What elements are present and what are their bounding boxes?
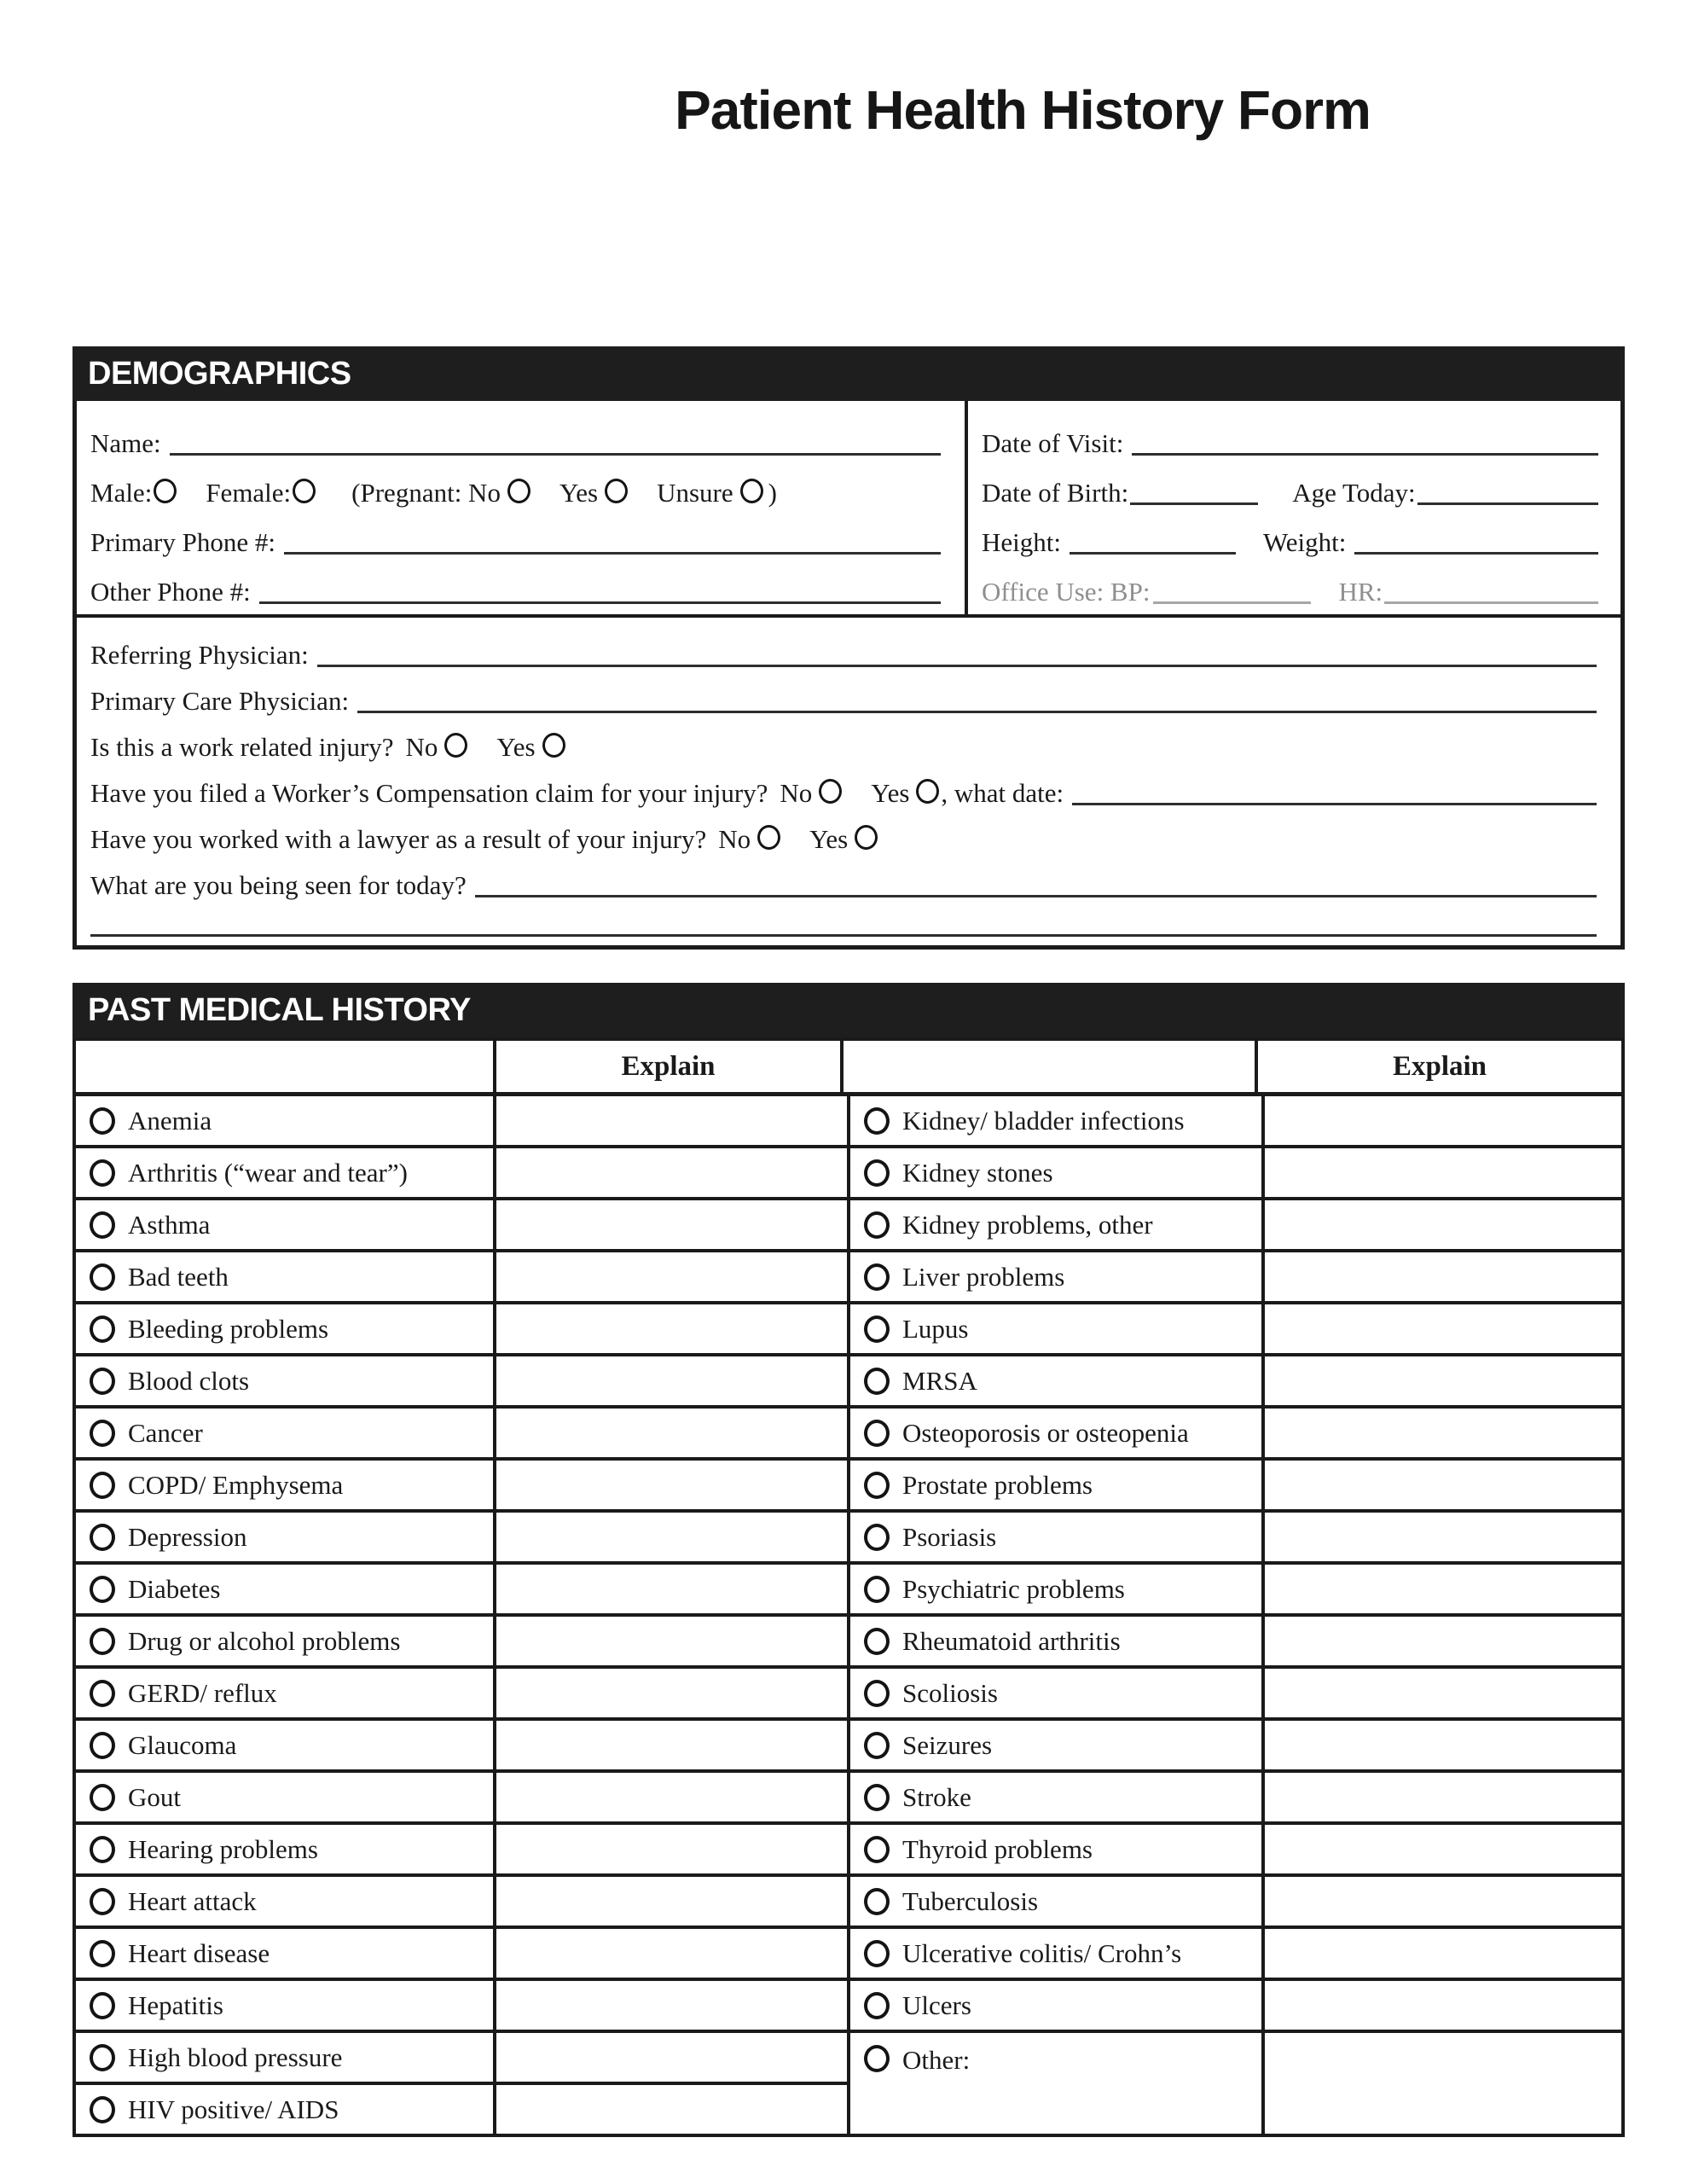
seen-today-continuation-row xyxy=(90,901,1600,940)
condition-label: Prostate problems xyxy=(902,1469,1093,1500)
pregnant-yes-radio[interactable] xyxy=(605,479,628,503)
condition-label: Stroke xyxy=(902,1781,971,1812)
condition-radio[interactable] xyxy=(90,1368,115,1395)
condition-label: High blood pressure xyxy=(128,2042,343,2072)
pregnant-close-paren: ) xyxy=(768,477,777,508)
pregnant-yes-label: Yes xyxy=(559,477,599,508)
condition-cell xyxy=(76,1356,496,1405)
past-medical-history-table xyxy=(72,1037,1625,2137)
office-use-bp-label: Office Use: BP: xyxy=(982,576,1151,607)
condition-label: GERD/ reflux xyxy=(128,1677,277,1708)
condition-row xyxy=(850,1773,1621,1825)
condition-radio[interactable] xyxy=(864,1420,890,1447)
demographics-right-cell xyxy=(968,401,1620,614)
condition-label: Drug or alcohol problems xyxy=(128,1625,401,1656)
explain-field[interactable] xyxy=(496,1981,847,2030)
condition-cell xyxy=(76,1669,496,1717)
condition-cell xyxy=(76,1200,496,1249)
primary-care-physician-field[interactable] xyxy=(357,685,1597,713)
condition-cell xyxy=(850,1513,1265,1561)
workers-comp-row xyxy=(90,763,1600,809)
condition-radio[interactable] xyxy=(90,1888,115,1915)
referring-physician-row xyxy=(90,624,1600,671)
pmh-body xyxy=(76,1096,1621,2134)
condition-cell xyxy=(76,1981,496,2030)
condition-label: Kidney stones xyxy=(902,1157,1053,1188)
condition-radio[interactable] xyxy=(864,1940,890,1967)
explain-field[interactable] xyxy=(496,1565,847,1613)
referring-physician-label: Referring Physician: xyxy=(90,639,309,670)
condition-label: Bad teeth xyxy=(128,1261,229,1292)
pregnant-label: (Pregnant: No xyxy=(351,477,501,508)
condition-label: Diabetes xyxy=(128,1573,221,1604)
condition-row xyxy=(76,1617,847,1669)
condition-radio[interactable] xyxy=(90,1940,115,1967)
height-field[interactable] xyxy=(1070,526,1236,555)
condition-radio[interactable] xyxy=(90,1992,115,2019)
condition-radio[interactable] xyxy=(90,2096,115,2123)
condition-radio[interactable] xyxy=(864,1680,890,1707)
date-of-visit-field[interactable] xyxy=(1132,427,1598,456)
explain-field[interactable] xyxy=(1265,1825,1621,1873)
condition-radio[interactable] xyxy=(864,1316,890,1343)
condition-radio[interactable] xyxy=(90,1472,115,1499)
condition-cell xyxy=(76,1148,496,1197)
condition-cell xyxy=(76,1252,496,1301)
demographics-header-label: DEMOGRAPHICS xyxy=(88,356,351,392)
condition-cell xyxy=(850,1929,1265,1978)
explain-field[interactable] xyxy=(1265,1513,1621,1561)
name-field[interactable] xyxy=(170,427,941,456)
condition-label: Psoriasis xyxy=(902,1521,997,1552)
condition-radio[interactable] xyxy=(864,1263,890,1291)
primary-phone-label: Primary Phone #: xyxy=(90,526,275,557)
condition-row xyxy=(850,1461,1621,1513)
condition-label: Thyroid problems xyxy=(902,1833,1093,1864)
condition-label: Bleeding problems xyxy=(128,1313,329,1344)
explain-field[interactable] xyxy=(496,1252,847,1301)
condition-label: Arthritis (“wear and tear”) xyxy=(128,1157,408,1188)
explain-field[interactable] xyxy=(496,1148,847,1197)
condition-cell xyxy=(76,1096,496,1145)
explain-field[interactable] xyxy=(496,1773,847,1821)
condition-cell xyxy=(76,1513,496,1561)
pmh-header-explain-left: Explain xyxy=(496,1041,844,1092)
condition-cell xyxy=(850,1565,1265,1613)
condition-cell xyxy=(76,1409,496,1457)
condition-cell xyxy=(76,1721,496,1769)
explain-field[interactable] xyxy=(1265,1981,1621,2030)
explain-field[interactable] xyxy=(1265,1200,1621,1249)
pmh-header-blank-left xyxy=(76,1041,496,1092)
condition-row xyxy=(850,1669,1621,1721)
explain-field[interactable] xyxy=(496,2033,847,2082)
condition-cell xyxy=(850,1096,1265,1145)
date-of-birth-field[interactable] xyxy=(1130,477,1258,505)
condition-row xyxy=(850,1825,1621,1877)
condition-label: Heart disease xyxy=(128,1937,270,1968)
condition-cell xyxy=(850,1200,1265,1249)
other-phone-label: Other Phone #: xyxy=(90,576,251,607)
other-phone-row xyxy=(90,558,944,607)
condition-label: Seizures xyxy=(902,1729,993,1760)
demographics-section xyxy=(72,346,1625,950)
condition-label: Depression xyxy=(128,1521,247,1552)
explain-field[interactable] xyxy=(496,1721,847,1769)
condition-row xyxy=(76,1096,847,1148)
explain-field[interactable] xyxy=(496,1409,847,1457)
condition-radio[interactable] xyxy=(90,1680,115,1707)
condition-radio[interactable] xyxy=(864,1836,890,1863)
condition-cell xyxy=(850,1877,1265,1926)
condition-row xyxy=(76,1304,847,1356)
page-title: Patient Health History Form xyxy=(675,79,1371,141)
male-label: Male: xyxy=(90,477,153,508)
condition-radio[interactable] xyxy=(864,1211,890,1239)
condition-cell xyxy=(850,1825,1265,1873)
weight-field[interactable] xyxy=(1354,526,1598,555)
date-of-birth-row xyxy=(982,459,1602,508)
condition-cell xyxy=(76,1565,496,1613)
explain-field[interactable] xyxy=(1265,1252,1621,1301)
workers-comp-yes-radio[interactable] xyxy=(916,779,939,804)
demographics-header-bar xyxy=(72,346,1625,401)
pregnant-unsure-radio[interactable] xyxy=(740,479,763,503)
condition-label: Hearing problems xyxy=(128,1833,318,1864)
date-of-birth-label: Date of Birth: xyxy=(982,477,1129,508)
condition-radio[interactable] xyxy=(864,1472,890,1499)
condition-cell xyxy=(850,1617,1265,1665)
condition-cell xyxy=(850,1409,1265,1457)
condition-row xyxy=(76,1409,847,1461)
condition-label: Lupus xyxy=(902,1313,969,1344)
condition-row xyxy=(76,1877,847,1929)
condition-radio[interactable] xyxy=(864,1524,890,1551)
condition-cell xyxy=(850,1148,1265,1197)
condition-cell xyxy=(76,1825,496,1873)
condition-row xyxy=(76,1356,847,1409)
pmh-header-blank-right xyxy=(844,1041,1258,1092)
workers-comp-no-radio[interactable] xyxy=(819,779,842,804)
condition-cell xyxy=(76,1877,496,1926)
condition-cell xyxy=(76,2085,496,2134)
explain-field[interactable] xyxy=(496,1513,847,1561)
explain-field[interactable] xyxy=(1265,1148,1621,1197)
condition-radio[interactable] xyxy=(864,1888,890,1915)
condition-radio[interactable] xyxy=(90,1420,115,1447)
condition-label: HIV positive/ AIDS xyxy=(128,2094,339,2124)
condition-row xyxy=(850,2033,1621,2134)
explain-field[interactable] xyxy=(496,1356,847,1405)
condition-row xyxy=(76,1721,847,1773)
work-injury-yes-label: Yes xyxy=(496,731,536,762)
lawyer-row xyxy=(90,809,1600,855)
condition-cell xyxy=(76,1461,496,1509)
pregnant-unsure-label: Unsure xyxy=(657,477,733,508)
height-label: Height: xyxy=(982,526,1061,557)
condition-cell xyxy=(850,1669,1265,1717)
condition-row xyxy=(850,1409,1621,1461)
work-injury-no-label: No xyxy=(405,731,438,762)
bp-field[interactable] xyxy=(1153,576,1311,604)
condition-label: Cancer xyxy=(128,1417,203,1448)
condition-row xyxy=(76,1565,847,1617)
condition-row xyxy=(76,2033,847,2085)
condition-label: Scoliosis xyxy=(902,1677,998,1708)
condition-label: Liver problems xyxy=(902,1261,1065,1292)
explain-field[interactable] xyxy=(1265,1461,1621,1509)
seen-today-continuation-field[interactable] xyxy=(90,909,1597,937)
condition-cell xyxy=(850,1981,1265,2030)
lawyer-yes-radio[interactable] xyxy=(855,825,878,850)
demographics-top xyxy=(77,401,1620,618)
condition-label: Anemia xyxy=(128,1105,212,1136)
pmh-right-column xyxy=(850,1096,1621,2134)
height-weight-row xyxy=(982,508,1602,558)
condition-radio[interactable] xyxy=(864,1628,890,1655)
age-today-label: Age Today: xyxy=(1292,477,1416,508)
past-medical-history-header-label: PAST MEDICAL HISTORY xyxy=(88,992,471,1028)
condition-cell xyxy=(76,1929,496,1978)
workers-comp-question: Have you filed a Worker’s Compensation claim for your injury? xyxy=(90,777,768,808)
date-of-visit-label: Date of Visit: xyxy=(982,427,1124,458)
condition-label: Osteoporosis or osteopenia xyxy=(902,1417,1189,1448)
explain-field[interactable] xyxy=(1265,1096,1621,1145)
pregnant-no-radio[interactable] xyxy=(507,479,530,503)
condition-cell xyxy=(850,1773,1265,1821)
what-date-label: , what date: xyxy=(941,777,1064,808)
condition-row xyxy=(76,1929,847,1981)
sex-row xyxy=(90,459,944,508)
explain-field[interactable] xyxy=(1265,1721,1621,1769)
condition-radio[interactable] xyxy=(864,1784,890,1811)
explain-field[interactable] xyxy=(1265,1929,1621,1978)
condition-row xyxy=(850,1877,1621,1929)
name-label: Name: xyxy=(90,427,161,458)
lawyer-yes-label: Yes xyxy=(809,823,849,854)
condition-radio[interactable] xyxy=(864,1107,890,1135)
condition-radio[interactable] xyxy=(90,1732,115,1759)
demographics-box xyxy=(72,401,1625,950)
condition-row xyxy=(850,1617,1621,1669)
workers-comp-no-label: No xyxy=(780,777,813,808)
explain-field[interactable] xyxy=(496,1929,847,1978)
age-today-field[interactable] xyxy=(1417,477,1598,505)
condition-row xyxy=(850,1148,1621,1200)
condition-label: Blood clots xyxy=(128,1365,250,1396)
condition-label: Kidney problems, other xyxy=(902,1209,1153,1240)
condition-row xyxy=(76,1148,847,1200)
work-injury-question: Is this a work related injury? xyxy=(90,731,394,762)
explain-field[interactable] xyxy=(496,1825,847,1873)
explain-field[interactable] xyxy=(1265,1877,1621,1926)
condition-label: Glaucoma xyxy=(128,1729,237,1760)
condition-cell xyxy=(850,1461,1265,1509)
condition-radio[interactable] xyxy=(90,1784,115,1811)
condition-label: COPD/ Emphysema xyxy=(128,1469,344,1500)
pmh-header-explain-right: Explain xyxy=(1392,1050,1487,1082)
condition-cell xyxy=(850,2033,1265,2134)
date-of-visit-row xyxy=(982,410,1602,459)
name-row xyxy=(90,410,944,459)
condition-row xyxy=(76,2085,847,2134)
explain-field[interactable] xyxy=(1265,1356,1621,1405)
condition-label: Psychiatric problems xyxy=(902,1573,1125,1604)
primary-care-physician-label: Primary Care Physician: xyxy=(90,685,350,716)
condition-cell xyxy=(76,2033,496,2082)
hr-field[interactable] xyxy=(1384,576,1598,604)
condition-row xyxy=(850,1929,1621,1981)
explain-field[interactable] xyxy=(496,1304,847,1353)
condition-cell xyxy=(76,1773,496,1821)
condition-label: Heart attack xyxy=(128,1885,257,1916)
condition-row xyxy=(850,1565,1621,1617)
condition-radio[interactable] xyxy=(90,1836,115,1863)
past-medical-history-header-bar xyxy=(72,983,1625,1037)
condition-row xyxy=(850,1721,1621,1773)
condition-row xyxy=(76,1461,847,1513)
condition-row xyxy=(850,1096,1621,1148)
explain-field[interactable] xyxy=(1265,2033,1621,2134)
explain-field[interactable] xyxy=(496,1096,847,1145)
condition-cell xyxy=(850,1252,1265,1301)
lawyer-question: Have you worked with a lawyer as a result of your injury? xyxy=(90,823,707,854)
pmh-header-row xyxy=(76,1041,1621,1096)
condition-row xyxy=(76,1669,847,1721)
condition-row xyxy=(850,1513,1621,1565)
condition-label: Kidney/ bladder infections xyxy=(902,1105,1185,1136)
condition-radio[interactable] xyxy=(864,1368,890,1395)
work-injury-no-radio[interactable] xyxy=(444,733,467,758)
weight-label: Weight: xyxy=(1263,526,1347,557)
condition-radio[interactable] xyxy=(90,1524,115,1551)
work-injury-row xyxy=(90,717,1600,763)
past-medical-history-section xyxy=(72,983,1625,2137)
condition-radio[interactable] xyxy=(864,2045,890,2072)
explain-field[interactable] xyxy=(496,1877,847,1926)
condition-label: Rheumatoid arthritis xyxy=(902,1625,1121,1656)
condition-radio[interactable] xyxy=(864,1732,890,1759)
condition-label: Gout xyxy=(128,1781,181,1812)
condition-label: MRSA xyxy=(902,1365,977,1396)
primary-phone-row xyxy=(90,508,944,558)
condition-label: Tuberculosis xyxy=(902,1885,1039,1916)
pmh-left-column xyxy=(76,1096,850,2134)
condition-radio[interactable] xyxy=(864,1576,890,1603)
lawyer-no-radio[interactable] xyxy=(757,825,780,850)
explain-field[interactable] xyxy=(1265,1669,1621,1717)
seen-today-field[interactable] xyxy=(475,869,1597,897)
seen-today-row xyxy=(90,855,1600,901)
seen-today-question: What are you being seen for today? xyxy=(90,869,467,900)
condition-cell xyxy=(850,1356,1265,1405)
female-label: Female: xyxy=(206,477,292,508)
condition-row xyxy=(850,1304,1621,1356)
condition-cell xyxy=(850,1721,1265,1769)
condition-row xyxy=(76,1200,847,1252)
condition-cell xyxy=(76,1304,496,1353)
condition-radio[interactable] xyxy=(90,1159,115,1187)
condition-row xyxy=(850,1252,1621,1304)
condition-radio[interactable] xyxy=(90,1263,115,1291)
explain-field[interactable] xyxy=(496,1669,847,1717)
condition-cell xyxy=(76,1617,496,1665)
condition-row xyxy=(76,1825,847,1877)
explain-field[interactable] xyxy=(496,2085,847,2134)
explain-field[interactable] xyxy=(496,1200,847,1249)
hr-label: HR: xyxy=(1338,576,1383,607)
office-use-row xyxy=(982,558,1602,607)
explain-field[interactable] xyxy=(496,1617,847,1665)
condition-radio[interactable] xyxy=(90,1211,115,1239)
explain-field[interactable] xyxy=(1265,1409,1621,1457)
male-radio[interactable] xyxy=(154,479,177,503)
condition-label: Other: xyxy=(902,2045,971,2075)
condition-radio[interactable] xyxy=(90,1316,115,1343)
demographics-left-cell xyxy=(77,401,968,614)
referring-physician-field[interactable] xyxy=(317,639,1597,667)
condition-row xyxy=(76,1981,847,2033)
explain-field[interactable] xyxy=(1265,1773,1621,1821)
condition-row xyxy=(850,1356,1621,1409)
condition-label: Asthma xyxy=(128,1209,211,1240)
condition-radio[interactable] xyxy=(864,1992,890,2019)
condition-radio[interactable] xyxy=(90,1576,115,1603)
other-phone-field[interactable] xyxy=(259,576,941,604)
demographics-questions xyxy=(77,618,1620,945)
female-radio[interactable] xyxy=(293,479,316,503)
lawyer-no-label: No xyxy=(718,823,751,854)
condition-label: Ulcers xyxy=(902,1989,971,2020)
condition-radio[interactable] xyxy=(90,1628,115,1655)
explain-field[interactable] xyxy=(496,1461,847,1509)
primary-phone-field[interactable] xyxy=(284,526,941,555)
condition-radio[interactable] xyxy=(90,2044,115,2071)
condition-row xyxy=(850,1981,1621,2033)
explain-field[interactable] xyxy=(1265,1565,1621,1613)
claim-date-field[interactable] xyxy=(1072,777,1597,805)
condition-label: Ulcerative colitis/ Crohn’s xyxy=(902,1937,1182,1968)
explain-field[interactable] xyxy=(1265,1304,1621,1353)
workers-comp-yes-label: Yes xyxy=(871,777,910,808)
work-injury-yes-radio[interactable] xyxy=(542,733,565,758)
condition-cell xyxy=(850,1304,1265,1353)
condition-label: Hepatitis xyxy=(128,1989,223,2020)
condition-row xyxy=(76,1773,847,1825)
condition-row xyxy=(76,1252,847,1304)
primary-care-physician-row xyxy=(90,671,1600,717)
condition-radio[interactable] xyxy=(90,1107,115,1135)
condition-row xyxy=(850,1200,1621,1252)
condition-radio[interactable] xyxy=(864,1159,890,1187)
explain-field[interactable] xyxy=(1265,1617,1621,1665)
condition-row xyxy=(76,1513,847,1565)
